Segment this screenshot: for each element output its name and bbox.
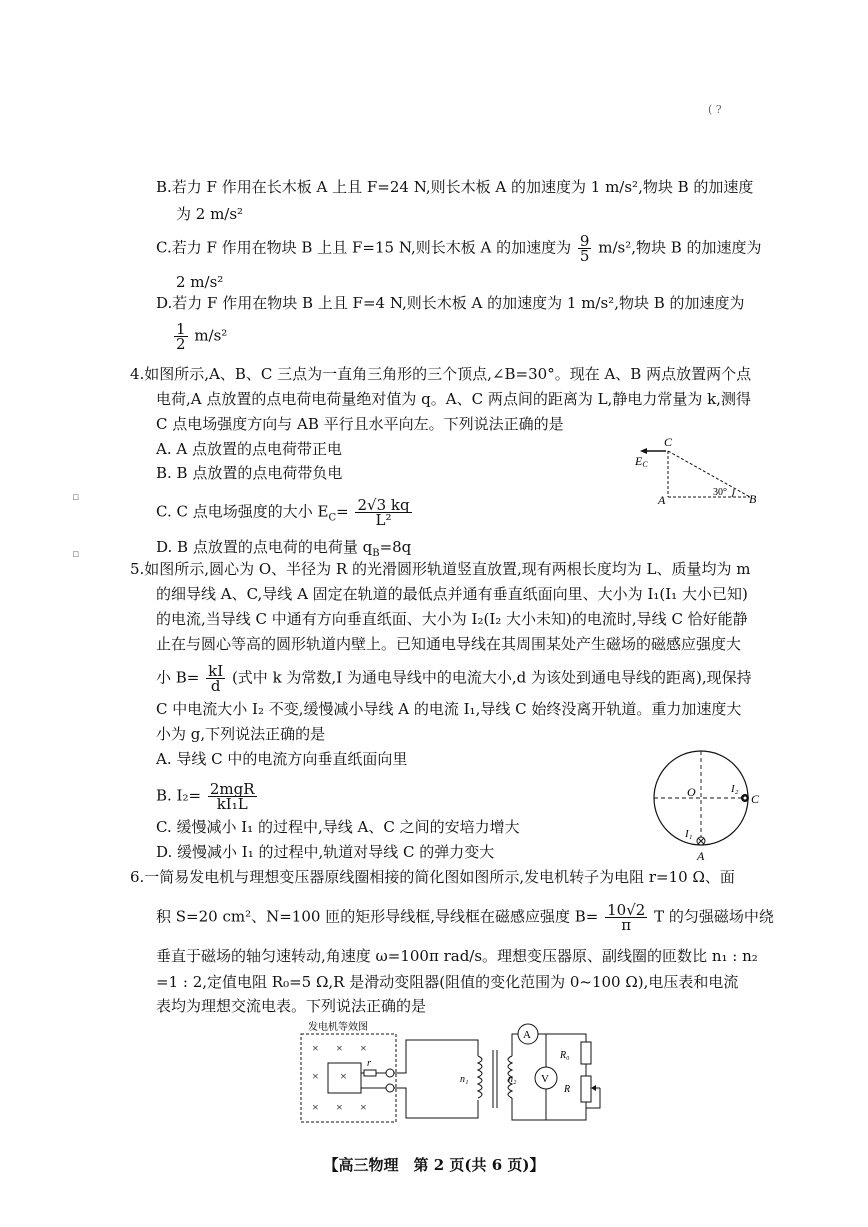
primary-wire-top (394, 1040, 478, 1073)
fraction: $\frac{\text{2mgR}}{\text{kI₁L}}$ (209, 780, 255, 813)
margin-dot: ▫ (72, 490, 80, 503)
generator-title: 发电机等效图 (308, 1022, 368, 1033)
q6-stem-line4: =1 : 2,定值电阻 R₀=5 Ω,R 是滑动变阻器(阻值的变化范围为 0~100 Ω),电压表和电流 (156, 973, 739, 991)
rheostat-slider (591, 1085, 596, 1091)
label-i2: I₂ (731, 783, 739, 795)
option-4a: A. A 点放置的点电荷带正电 (156, 440, 342, 458)
q5-stem-line5: 小 B= $\frac{kI}{d}$ (式中 k 为常数,I 为通电导线中的电流大小,d 为该处到通电导线的距离),现保持 (156, 662, 752, 695)
voltmeter-label: V (541, 1073, 549, 1085)
option-5a: A. 导线 C 中的电流方向垂直纸面向里 (156, 750, 408, 768)
q6-stem-line3: 垂直于磁场的轴匀速转动,角速度 ω=100π rad/s。理想变压器原、副线圈的匝数比 n₁ : n₂ (156, 947, 758, 965)
q5-stem-line4: 止在与圆心等高的圆形轨道内壁上。已知通电导线在其周围某处产生磁场的磁感应强度大 (156, 635, 742, 653)
label-o: O (687, 785, 696, 799)
angle-arc (732, 489, 734, 497)
svg-text:×: × (312, 1069, 319, 1083)
side-cb (668, 451, 750, 497)
fraction: $\frac{kI}{d}$ (208, 662, 224, 695)
q5-stem-line7: 小为 g,下列说法正确的是 (156, 725, 326, 743)
circle-track-figure (646, 748, 766, 866)
svg-text:×: × (312, 1100, 319, 1114)
margin-dot: ▫ (72, 547, 80, 560)
option-4d: D. B 点放置的点电荷的电荷量 $q_B=8q$ (156, 538, 412, 559)
option-3d-line1: D.若力 F 作用在物块 B 上且 F=4 N,则长木板 A 的加速度为 1 m/s²,物块 B 的加速度为 (156, 294, 745, 312)
option-5d: D. 缓慢减小 I₁ 的过程中,轨道对导线 C 的弹力变大 (156, 843, 495, 861)
label-c: C (751, 792, 760, 806)
option-3d-line2 (172, 322, 227, 351)
q5-stem-line6: C 中电流大小 I₂ 不变,缓慢减小导线 A 的电流 I₁,导线 C 始终没离开轨道。重力加速度大 (156, 700, 742, 718)
svg-text:×: × (360, 1041, 367, 1055)
wire-c-dot (744, 797, 747, 800)
label-b: B (749, 492, 757, 506)
slip-ring (386, 1084, 394, 1092)
magnetic-field-crosses (312, 1041, 367, 1114)
q5-stem-line2: 的细导线 A、C,导线 A 固定在轨道的最低点并通有垂直纸面向里、大小为 I₁(I₁ 大小已知) (156, 585, 748, 603)
svg-text:×: × (340, 1069, 347, 1083)
label-r: R (564, 1084, 571, 1095)
fraction: $\frac{9}{5}$ (579, 232, 590, 265)
fraction: $\frac{2√3 kq}{\text{L²}}$ (357, 496, 410, 529)
label-a: A (658, 493, 666, 507)
resistor-r0 (581, 1042, 591, 1064)
rheostat-r (581, 1076, 591, 1102)
q4-stem-line3: C 点电场强度方向与 AB 平行且水平向左。下列说法正确的是 (156, 415, 564, 433)
option-3b-line1: B.若力 F 作用在长木板 A 上且 F=24 N,则长木板 A 的加速度为 1 m/s²,物块 B 的加速度 (156, 178, 754, 196)
ammeter-label: A (523, 1029, 531, 1041)
triangle-figure (630, 434, 765, 509)
svg-text:×: × (312, 1041, 319, 1055)
option-3c-line1 (156, 234, 762, 263)
svg-text:×: × (336, 1041, 343, 1055)
option-3d-unit: m/s² (194, 326, 228, 345)
generator-transformer-figure (298, 1018, 608, 1126)
label-a: A (697, 849, 705, 863)
option-5b: B. I₂= $\frac{\text{2mgR}}{\text{kI₁L}}$ (156, 780, 255, 813)
option-3b-line2: 为 2 m/s² (176, 205, 244, 223)
option-4c: C. C 点电场强度的大小 $E_C=$ $\frac{2√3 kq}{\text{L²}}$ (156, 496, 410, 529)
q6-stem-line5: 表均为理想交流电表。下列说法正确的是 (156, 997, 427, 1015)
q6-stem-line2: 积 S=20 cm²、N=100 匝的矩形导线框,导线框在磁感应强度 B= $\frac{10√2}{\pi}$ T 的匀强磁场中绕 (156, 901, 774, 934)
option-3c-text2: m/s²,物块 B 的加速度为 (598, 238, 762, 257)
label-n2: n₂ (508, 1074, 517, 1085)
fraction: $\frac{10√2}{\pi}$ (607, 901, 646, 934)
svg-text:×: × (336, 1100, 343, 1114)
option-3c-text: C.若力 F 作用在物块 B 上且 F=15 N,则长木板 A 的加速度为 (156, 238, 572, 257)
q4-stem-line1: 4.如图所示,A、B、C 三点为一直角三角形的三个顶点,∠B=30°。现在 A、B 两点放置两个点 (130, 365, 752, 383)
q5-stem-line1: 5.如图所示,圆心为 O、半径为 R 的光滑圆形轨道竖直放置,现有两根长度均为 L、质量均为 m (130, 560, 751, 578)
angle-label: 30° (713, 487, 727, 498)
primary-coil (478, 1056, 482, 1098)
option-3c-line2: 2 m/s² (176, 273, 224, 291)
svg-text:×: × (360, 1100, 367, 1114)
label-r: r (367, 1058, 371, 1069)
slip-ring (386, 1069, 394, 1077)
page-footer: 【高三物理 第 2 页(共 6 页)】 (323, 1156, 545, 1174)
fraction: $\frac{1}{2}$ (176, 320, 186, 353)
resistor-r (364, 1070, 376, 1076)
option-4b: B. B 点放置的点电荷带负电 (156, 464, 343, 482)
primary-wire-bottom (394, 1088, 478, 1118)
label-c: C (664, 435, 673, 449)
label-n1: n₁ (460, 1074, 469, 1085)
corner-mark: ( ? (708, 103, 722, 116)
label-i1: I₁ (685, 828, 693, 840)
q6-stem-line1: 6.一简易发电机与理想变压器原线圈相接的简化图如图所示,发电机转子为电阻 r=10 Ω、面 (130, 868, 735, 886)
q4-stem-line2: 电荷,A 点放置的点电荷电荷量绝对值为 q。A、C 两点间的距离为 L,静电力常量为 k,测得 (156, 390, 751, 408)
q5-stem-line3: 的电流,当导线 C 中通有方向垂直纸面、大小为 I₂(I₂ 大小未知)的电流时,导线 C 恰好能静 (156, 610, 748, 628)
label-ec: EC (635, 454, 648, 469)
option-5c: C. 缓慢减小 I₁ 的过程中,导线 A、C 之间的安培力增大 (156, 818, 520, 836)
label-r0: R₀ (560, 1050, 570, 1061)
